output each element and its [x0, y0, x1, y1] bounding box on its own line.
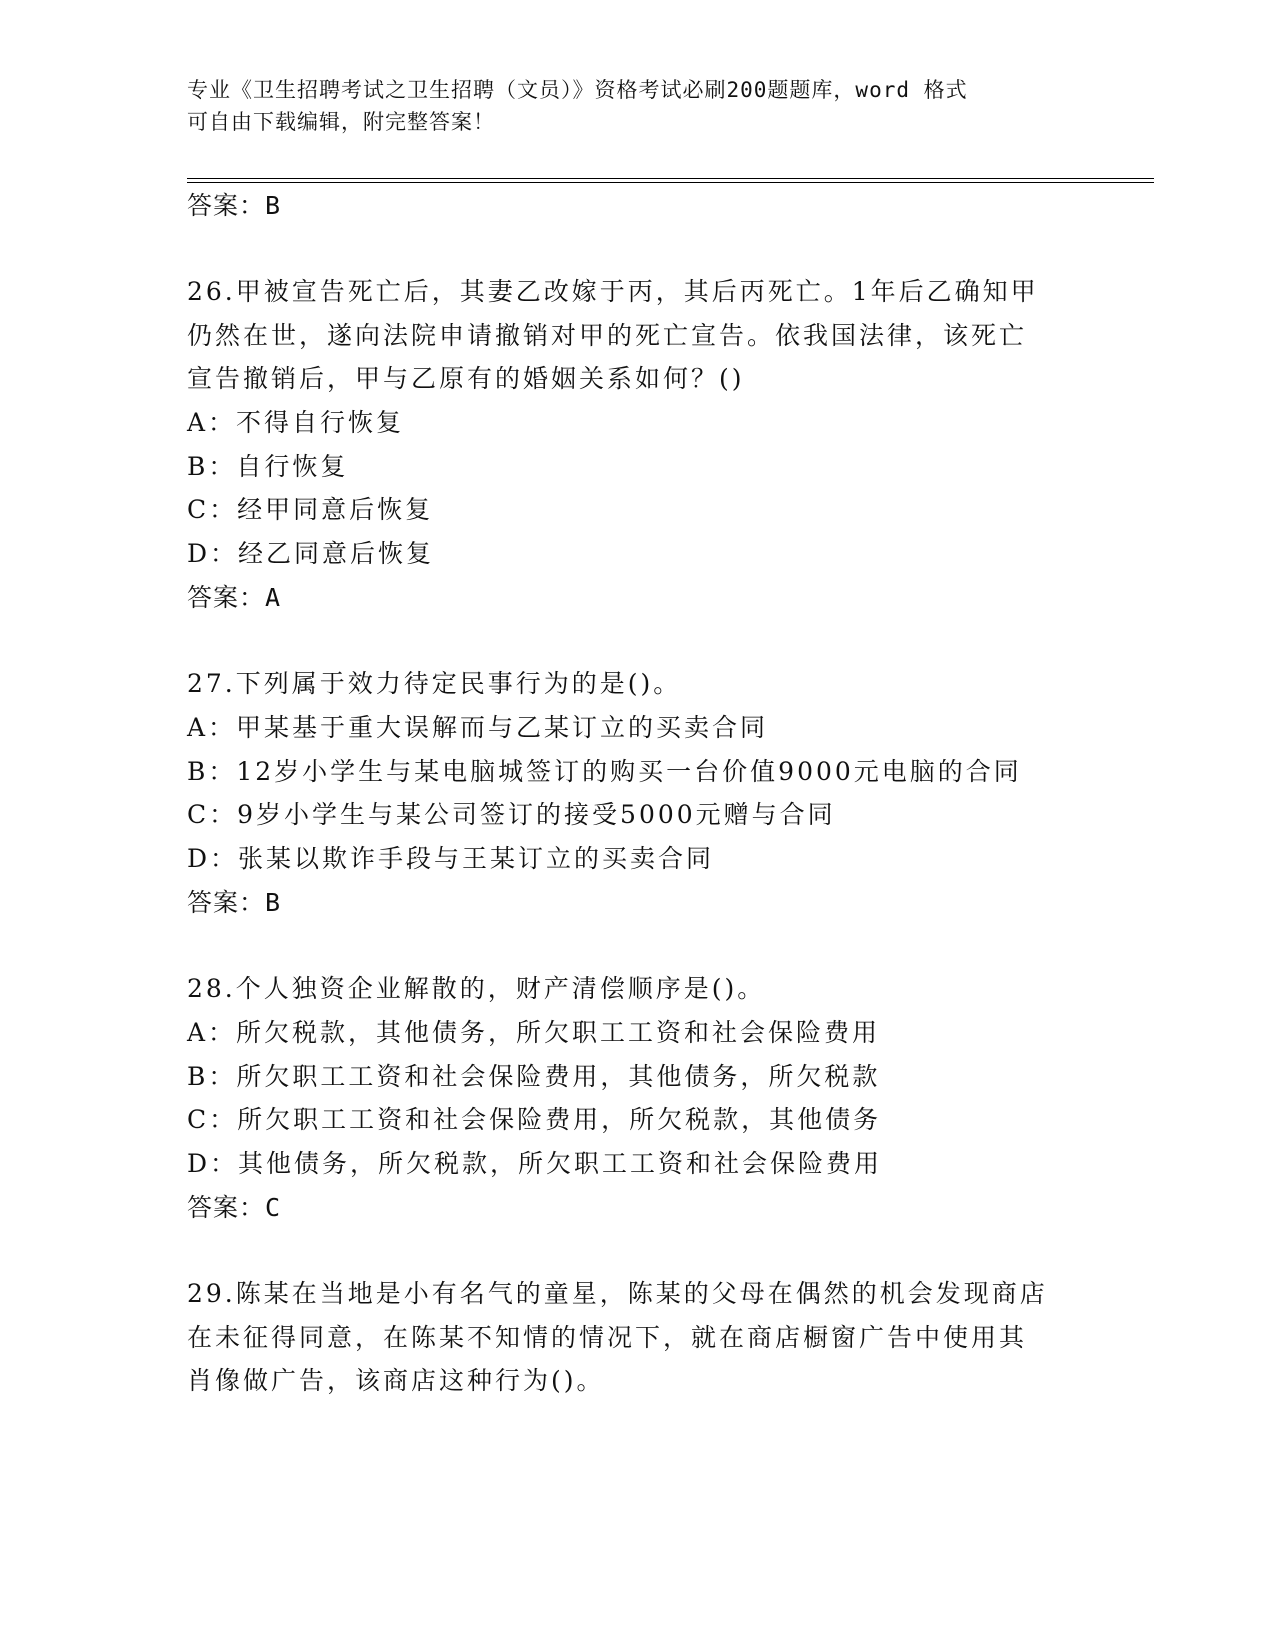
header-divider: [187, 178, 1154, 179]
header-line-1: 专业《卫生招聘考试之卫生招聘（文员）》资格考试必刷200题题库，word 格式: [187, 78, 968, 102]
question-28-stem-line-1: 28.个人独资企业解散的，财产清偿顺序是()。: [187, 974, 766, 1003]
question-29-stem-line-1: 29.陈某在当地是小有名气的童星，陈某的父母在偶然的机会发现商店: [187, 1279, 1048, 1308]
question-26-stem-line-2: 仍然在世，遂向法院申请撤销对甲的死亡宣告。依我国法律，该死亡: [187, 321, 1028, 350]
question-28-option-d: D：其他债务，所欠税款，所欠职工工资和社会保险费用: [187, 1149, 883, 1178]
question-26-option-a: A：不得自行恢复: [187, 408, 405, 437]
header-divider-secondary: [187, 182, 1154, 183]
question-28-option-b: B：所欠职工工资和社会保险费用，其他债务，所欠税款: [187, 1062, 881, 1091]
question-27-option-a: A：甲某基于重大误解而与乙某订立的买卖合同: [187, 713, 769, 742]
question-26-option-c: C：经甲同意后恢复: [187, 495, 434, 524]
question-28-answer: 答案：C: [187, 1193, 282, 1222]
document-header: [187, 74, 1067, 138]
question-26-stem-line-3: 宣告撤销后，甲与乙原有的婚姻关系如何？(): [187, 364, 745, 393]
question-27-option-c: C：9岁小学生与某公司签订的接受5000元赠与合同: [187, 800, 836, 829]
question-27-stem-line-1: 27.下列属于效力待定民事行为的是()。: [187, 669, 682, 698]
question-27-option-b: B：12岁小学生与某电脑城签订的购买一台价值9000元电脑的合同: [187, 757, 1022, 786]
question-26-option-b: B：自行恢复: [187, 452, 349, 481]
question-28-option-c: C：所欠职工工资和社会保险费用，所欠税款，其他债务: [187, 1105, 882, 1134]
question-29-stem-line-2: 在未征得同意，在陈某不知情的情况下，就在商店橱窗广告中使用其: [187, 1323, 1028, 1352]
header-line-2: 可自由下载编辑，附完整答案！: [187, 110, 495, 134]
question-26-answer: 答案：A: [187, 583, 282, 612]
question-26-option-d: D：经乙同意后恢复: [187, 539, 435, 568]
question-28-option-a: A：所欠税款，其他债务，所欠职工工资和社会保险费用: [187, 1018, 881, 1047]
question-27-answer: 答案：B: [187, 888, 282, 917]
answer-line: 答案：B: [187, 191, 282, 220]
question-29-stem-line-3: 肖像做广告，该商店这种行为()。: [187, 1366, 605, 1395]
question-27-option-d: D：张某以欺诈手段与王某订立的买卖合同: [187, 844, 715, 873]
question-26-stem-line-1: 26.甲被宣告死亡后，其妻乙改嫁于丙，其后丙死亡。1年后乙确知甲: [187, 277, 1039, 306]
